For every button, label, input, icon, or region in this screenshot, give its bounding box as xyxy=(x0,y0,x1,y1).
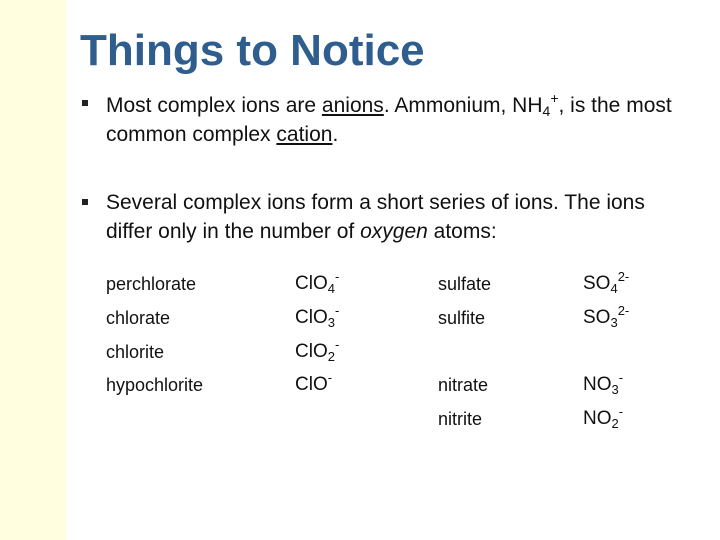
ion-formula xyxy=(583,269,630,296)
bullet-1-part: . Ammonium, NH xyxy=(383,94,543,117)
superscript: + xyxy=(550,90,559,106)
formula-charge: - xyxy=(618,370,624,385)
ion-formula xyxy=(295,370,333,396)
ion-name: chlorate xyxy=(106,308,171,328)
formula-base: ClO xyxy=(295,374,328,395)
bullet-1-part: . xyxy=(332,123,339,146)
ion-formula xyxy=(295,303,340,330)
ion-name: nitrite xyxy=(438,409,483,429)
formula-base: NO xyxy=(583,408,612,429)
bullet-2-text xyxy=(106,188,696,246)
left-accent-bar xyxy=(0,0,66,540)
bullet-marker xyxy=(82,199,88,205)
bullet-1-part: , is the most common complex xyxy=(106,94,672,146)
formula-base: NO xyxy=(583,374,612,395)
bullet-2-part: atoms: xyxy=(427,220,497,243)
formula-subscript: 4 xyxy=(327,281,335,296)
ion-formula xyxy=(295,337,340,364)
ion-formula xyxy=(583,370,624,397)
ion-name: sulfate xyxy=(438,274,492,294)
ion-name: sulfite xyxy=(438,308,486,328)
ion-formula xyxy=(295,269,340,296)
ion-name: nitrate xyxy=(438,375,489,395)
ion-name: chlorite xyxy=(106,342,165,362)
formula-base: ClO xyxy=(295,307,328,328)
formula-charge: - xyxy=(618,404,624,419)
formula-charge: - xyxy=(334,303,340,318)
ion-name: hypochlorite xyxy=(106,375,204,395)
formula-charge: - xyxy=(327,370,333,385)
formula-subscript: 2 xyxy=(611,416,619,431)
cation-term: cation xyxy=(276,123,333,146)
anions-term: anions xyxy=(321,94,384,117)
slide-title: Things to Notice xyxy=(80,26,425,75)
formula-charge: - xyxy=(334,337,340,352)
bullet-1-text xyxy=(106,91,706,149)
bullet-marker xyxy=(82,100,88,106)
formula-subscript: 4 xyxy=(610,281,618,296)
oxygen-term: oxygen xyxy=(360,220,428,243)
formula-base: ClO xyxy=(295,273,328,294)
subscript: 4 xyxy=(542,103,551,119)
formula-charge: - xyxy=(334,269,340,284)
bullet-1-part: Most complex ions are xyxy=(106,94,322,117)
ion-formula xyxy=(583,303,630,330)
bullet-2-part: Several complex ions form a short series of ions. The ions differ only in the number of xyxy=(106,191,645,243)
formula-base: SO xyxy=(583,307,611,328)
formula-subscript: 3 xyxy=(611,382,619,397)
formula-charge: 2- xyxy=(617,269,630,284)
formula-subscript: 3 xyxy=(610,315,618,330)
formula-base: ClO xyxy=(295,341,328,362)
formula-base: SO xyxy=(583,273,611,294)
formula-subscript: 2 xyxy=(327,349,335,364)
formula-subscript: 3 xyxy=(327,315,335,330)
ion-name: perchlorate xyxy=(106,274,197,294)
formula-charge: 2- xyxy=(617,303,630,318)
ion-formula xyxy=(583,404,624,431)
